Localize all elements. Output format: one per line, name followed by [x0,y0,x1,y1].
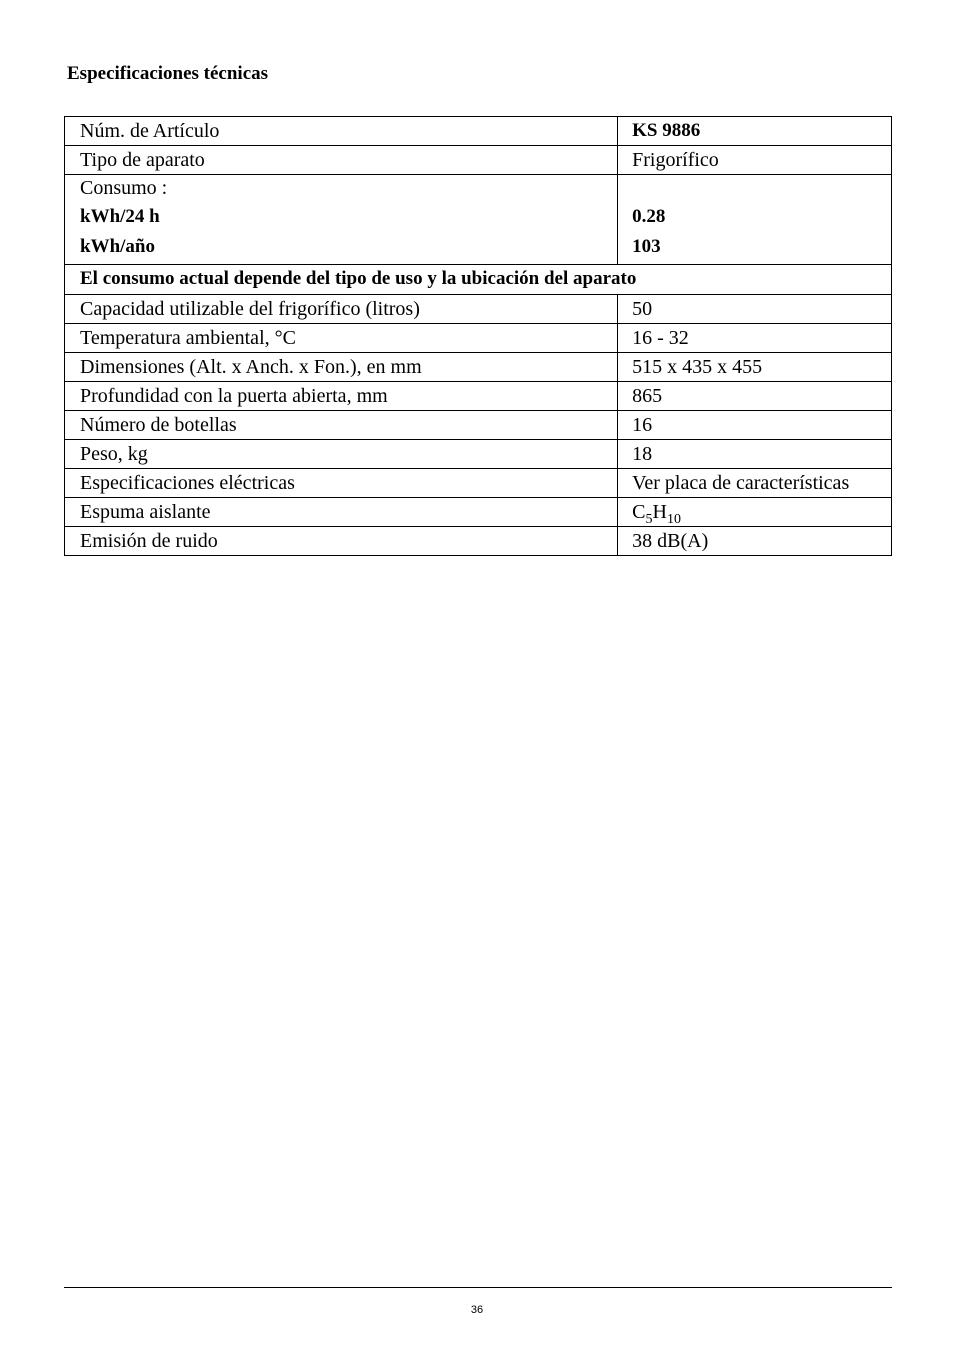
table-row [65,469,892,498]
spec-label: Capacidad utilizable del frigorífico (litros) [65,295,618,324]
spec-value: 515 x 435 x 455 [618,353,892,382]
consumption-per-day-value: 0.28 [632,206,666,227]
table-row [65,411,892,440]
foam-formula [618,498,892,527]
page-number: 36 [470,1304,484,1316]
consumption-label: Consumo : [80,177,168,199]
table-row [65,440,892,469]
formula-hydrogen-count: 10 [666,512,681,527]
formula-carbon: C [632,501,646,523]
table-row-type [65,146,892,175]
article-value: KS 9886 [618,117,892,146]
table-row-noise [65,527,892,556]
table-row-foam [65,498,892,527]
spec-label: Temperatura ambiental, °C [65,324,618,353]
consumption-blank [632,175,883,202]
article-label: Núm. de Artículo [65,117,618,146]
spec-value: 50 [618,295,892,324]
consumption-per-day-label: kWh/24 h [80,206,160,227]
consumption-per-year-value: 103 [632,236,661,257]
footer-divider [64,1287,892,1288]
type-label: Tipo de aparato [65,146,618,175]
table-row [65,353,892,382]
table-row [65,324,892,353]
consumption-values [618,175,892,265]
spec-label: Profundidad con la puerta abierta, mm [65,382,618,411]
spec-label: Especificaciones eléctricas [65,469,618,498]
page-title: Especificaciones técnicas [67,63,269,84]
spec-label: Peso, kg [65,440,618,469]
table-row-consumption [65,175,892,265]
spec-value: 16 [618,411,892,440]
table-row-note [65,265,892,295]
type-value: Frigorífico [618,146,892,175]
foam-label: Espuma aislante [65,498,618,527]
table-row [65,382,892,411]
noise-value: 38 dB(A) [618,527,892,556]
consumption-per-year-label: kWh/año [80,236,155,257]
spec-label: Número de botellas [65,411,618,440]
formula-hydrogen: H [652,501,667,523]
consumption-labels [65,175,618,265]
noise-label: Emisión de ruido [65,527,618,556]
spec-value: 18 [618,440,892,469]
spec-value: 16 - 32 [618,324,892,353]
formula-carbon-count: 5 [645,512,653,527]
specifications-table [64,116,892,556]
spec-value: Ver placa de características [618,469,892,498]
spec-value: 865 [618,382,892,411]
table-row [65,295,892,324]
consumption-note: El consumo actual depende del tipo de uso y la ubicación del aparato [65,265,892,295]
table-row-article [65,117,892,146]
spec-label: Dimensiones (Alt. x Anch. x Fon.), en mm [65,353,618,382]
